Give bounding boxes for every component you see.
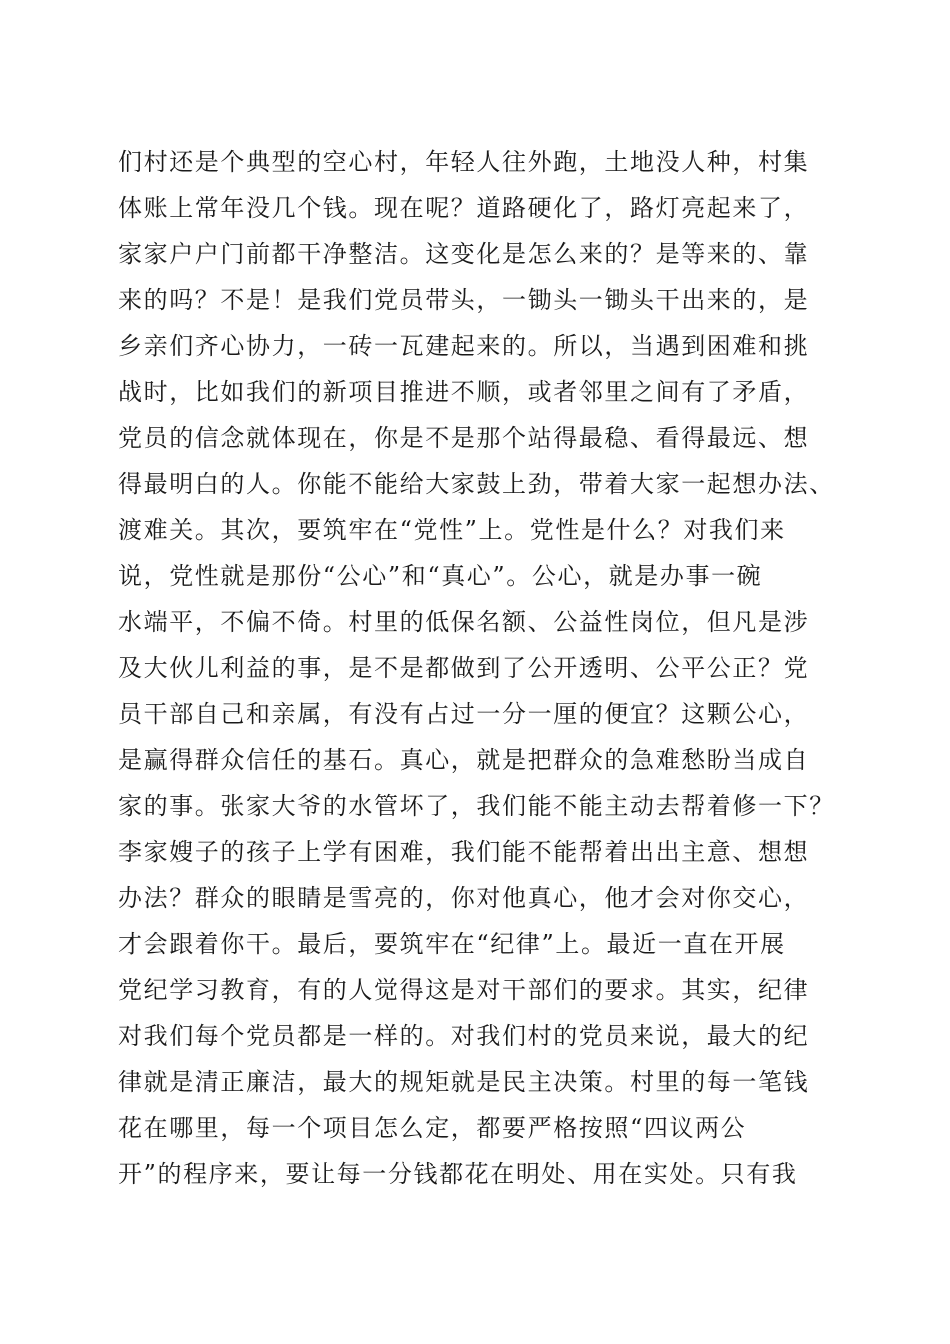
- text-line: 渡难关。其次，要筑牢在“党性”上。党性是什么？对我们来: [118, 516, 786, 544]
- text-line: 才会跟着你干。最后，要筑牢在“纪律”上。最近一直在开展: [118, 930, 786, 958]
- text-line: 是赢得群众信任的基石。真心，就是把群众的急难愁盼当成自: [118, 746, 810, 774]
- text-line: 战时，比如我们的新项目推进不顺，或者邻里之间有了矛盾，: [118, 378, 810, 406]
- text-line: 体账上常年没几个钱。现在呢？道路硬化了，路灯亮起来了，: [118, 194, 810, 222]
- text-line: 党纪学习教育，有的人觉得这是对干部们的要求。其实，纪律: [118, 976, 810, 1004]
- text-line: 律就是清正廉洁，最大的规矩就是民主决策。村里的每一笔钱: [118, 1068, 810, 1096]
- text-line: 党员的信念就体现在，你是不是那个站得最稳、看得最远、想: [118, 424, 810, 452]
- text-line: 家的事。张家大爷的水管坏了，我们能不能主动去帮着修一下？: [118, 792, 835, 820]
- text-line: 来的吗？不是！是我们党员带头，一锄头一锄头干出来的，是: [118, 286, 810, 314]
- text-line: 花在哪里，每一个项目怎么定，都要严格按照“四议两公: [118, 1114, 747, 1142]
- text-line: 们村还是个典型的空心村，年轻人往外跑，土地没人种，村集: [118, 148, 810, 176]
- text-line: 办法？群众的眼睛是雪亮的，你对他真心，他才会对你交心，: [118, 884, 810, 912]
- text-line: 说，党性就是那份“公心”和“真心”。公心，就是办事一碗: [118, 562, 763, 590]
- text-line: 对我们每个党员都是一样的。对我们村的党员来说，最大的纪: [118, 1022, 810, 1050]
- text-line: 家家户户门前都干净整洁。这变化是怎么来的？是等来的、靠: [118, 240, 810, 268]
- text-line: 及大伙儿利益的事，是不是都做到了公开透明、公平公正？党: [118, 654, 810, 682]
- text-line: 得最明白的人。你能不能给大家鼓上劲，带着大家一起想办法、: [118, 470, 835, 498]
- text-line: 开”的程序来，要让每一分钱都花在明处、用在实处。只有我: [118, 1160, 798, 1188]
- text-line: 员干部自己和亲属，有没有占过一分一厘的便宜？这颗公心，: [118, 700, 810, 728]
- text-line: 水端平，不偏不倚。村里的低保名额、公益性岗位，但凡是涉: [118, 608, 810, 636]
- body-paragraph: [118, 139, 878, 1197]
- text-line: 李家嫂子的孩子上学有困难，我们能不能帮着出出主意、想想: [118, 838, 810, 866]
- text-line: 乡亲们齐心协力，一砖一瓦建起来的。所以，当遇到困难和挑: [118, 332, 810, 360]
